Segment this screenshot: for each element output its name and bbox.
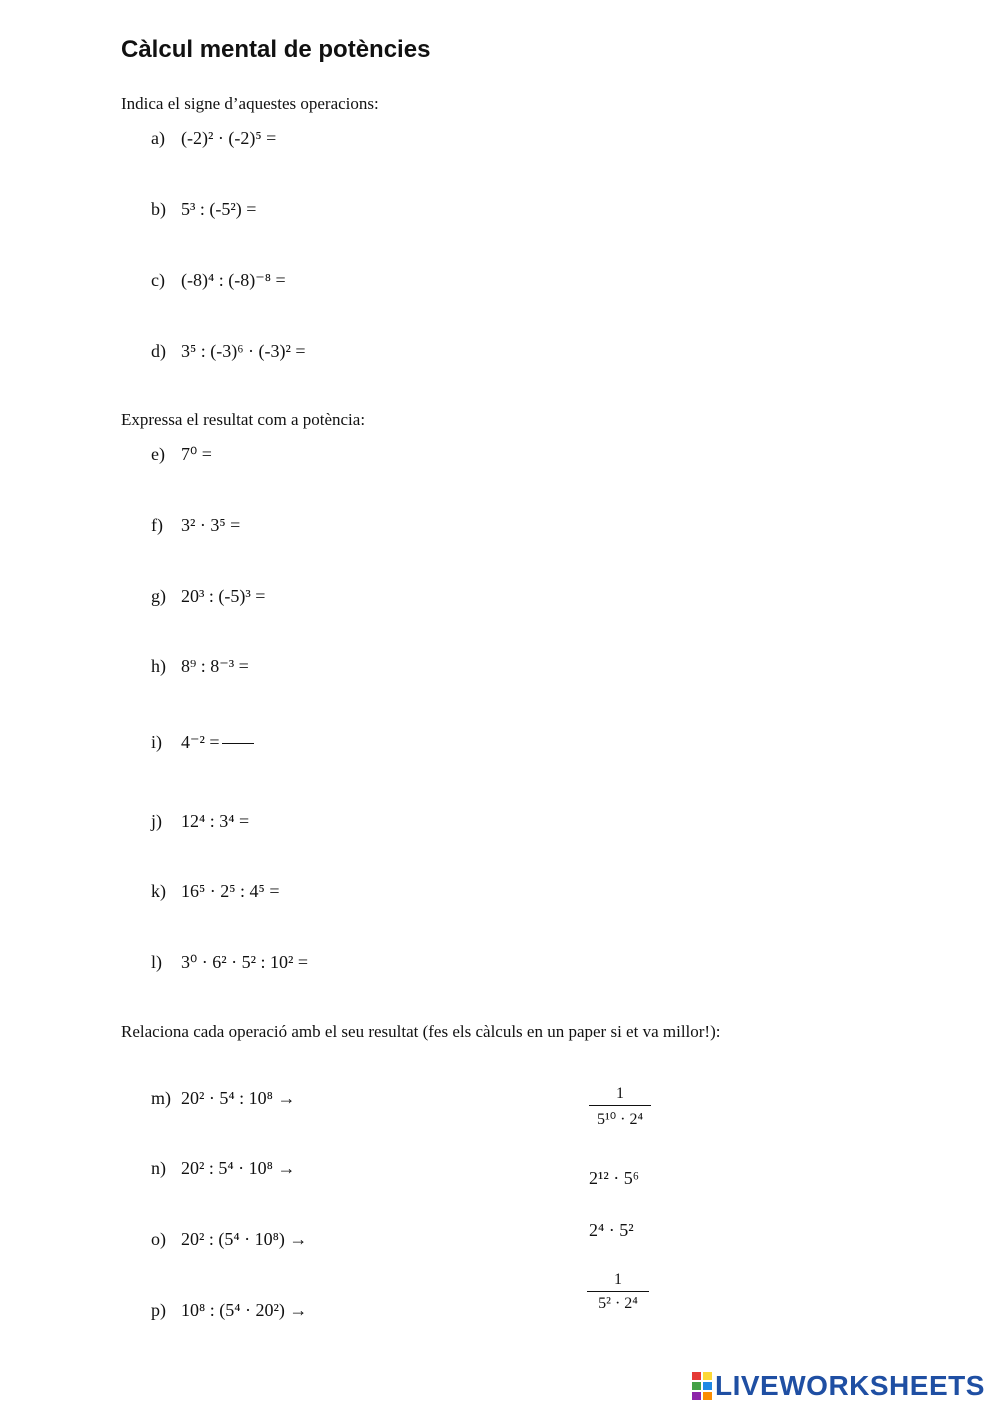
exercise-expression: 7⁰ = [181, 444, 212, 464]
exercise-b [151, 199, 256, 220]
page-title: Càlcul mental de potències [121, 36, 431, 63]
exercise-expression: 3⁵ : (-3)⁶ · (-3)² = [181, 341, 306, 361]
exercise-label: o) [151, 1229, 166, 1249]
exercise-h [151, 656, 249, 677]
logo-blocks-icon [692, 1372, 712, 1400]
result-numerator: 1 [589, 1085, 651, 1106]
instruction-sign: Indica el signe d’aquestes operacions: [121, 94, 379, 113]
result-fraction-4 [587, 1271, 649, 1313]
exercise-expression: 10⁸ : (5⁴ · 20²) → [181, 1300, 308, 1320]
logo-text: LIVEWORKSHEETS [715, 1370, 985, 1401]
exercise-label: i) [151, 732, 162, 752]
instruction-power: Expressa el resultat com a potència: [121, 410, 366, 429]
exercise-label: p) [151, 1300, 166, 1320]
liveworksheets-logo [692, 1370, 985, 1402]
exercise-expression: 16⁵ · 2⁵ : 4⁵ = [181, 881, 280, 901]
exercise-label: d) [151, 341, 166, 361]
exercise-expression: (-8)⁴ : (-8)⁻⁸ = [181, 270, 286, 290]
exercise-f [151, 515, 240, 536]
exercise-label: c) [151, 270, 165, 290]
exercise-label: e) [151, 444, 165, 464]
exercise-m [151, 1088, 295, 1109]
exercise-p [151, 1300, 307, 1321]
exercise-expression: 12⁴ : 3⁴ = [181, 811, 250, 831]
result-denominator: 5² · 2⁴ [598, 1295, 638, 1312]
exercise-label: k) [151, 881, 166, 901]
exercise-expression: (-2)² · (-2)⁵ = [181, 128, 277, 148]
exercise-o [151, 1229, 307, 1250]
exercise-expression: 3⁰ · 6² · 5² : 10² = [181, 952, 309, 972]
exercise-expression: 5³ : (-5²) = [181, 199, 257, 219]
result-3: 2⁴ · 5² [589, 1220, 634, 1240]
exercise-n [151, 1158, 295, 1179]
exercise-label: j) [151, 811, 162, 831]
fraction-line [222, 743, 254, 744]
exercise-i [151, 732, 254, 753]
exercise-l [151, 952, 308, 973]
exercise-expression: 20² · 5⁴ : 10⁸ → [181, 1088, 296, 1108]
exercise-a [151, 128, 276, 149]
exercise-label: a) [151, 128, 165, 148]
exercise-c [151, 270, 286, 291]
instruction-match: Relaciona cada operació amb el seu resultat (fes els càlculs en un paper si et va millor!): [121, 1022, 721, 1041]
exercise-expression: 4⁻² = [181, 732, 220, 752]
result-2: 2¹² · 5⁶ [589, 1168, 640, 1188]
exercise-expression: 20² : (5⁴ · 10⁸) → [181, 1229, 308, 1249]
exercise-j [151, 811, 249, 832]
exercise-label: h) [151, 656, 166, 676]
exercise-label: n) [151, 1158, 166, 1178]
exercise-d [151, 341, 306, 362]
exercise-label: g) [151, 586, 166, 606]
exercise-expression: 20² : 5⁴ · 10⁸ → [181, 1158, 296, 1178]
exercise-label: f) [151, 515, 163, 535]
result-numerator: 1 [587, 1271, 649, 1292]
exercise-g [151, 586, 265, 607]
exercise-label: l) [151, 952, 162, 972]
exercise-expression: 20³ : (-5)³ = [181, 586, 266, 606]
exercise-label: b) [151, 199, 166, 219]
exercise-label: m) [151, 1088, 171, 1108]
exercise-expression: 8⁹ : 8⁻³ = [181, 656, 249, 676]
result-denominator: 5¹⁰ · 2⁴ [596, 1111, 644, 1128]
exercise-expression: 3² · 3⁵ = [181, 515, 241, 535]
exercise-k [151, 881, 279, 902]
result-fraction-1 [589, 1085, 651, 1129]
exercise-e [151, 444, 212, 465]
